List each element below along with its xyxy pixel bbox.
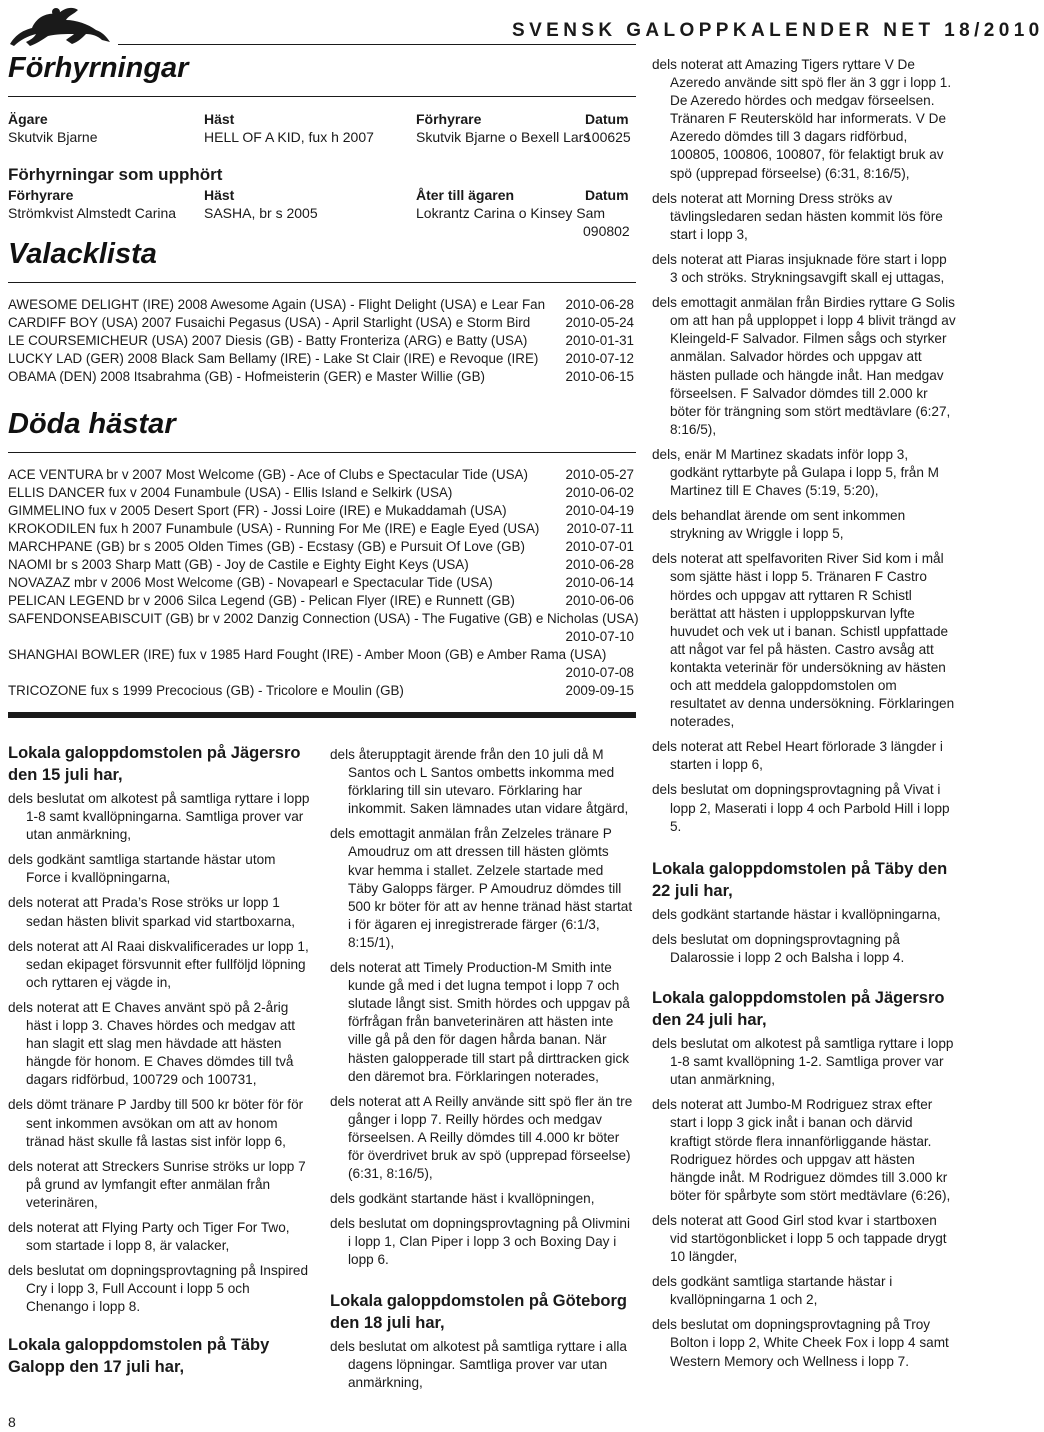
horse-and-jockey-logo-icon [6, 4, 116, 48]
court-heading-taby-17: Lokala galoppdomstolen på Täby Galopp den 17 juli har, [8, 1336, 270, 1377]
ended-header-horse: Häst [204, 187, 235, 203]
geldings-title: Valacklista [8, 238, 157, 270]
decision-item: dels beslutat om dopningsprovtagning på Vivat i lopp 2, Maserati i lopp 4 och Parbold Hill i lopp 5. [652, 782, 950, 834]
lease-date: 100625 [584, 129, 631, 145]
lease-header-horse: Häst [204, 111, 235, 127]
decision-item: dels beslutat om dopningsprovtagning på Troy Bolton i lopp 2, White Cheek Fox i lopp 4 samt Western Memory och Wellness i lopp 7. [652, 1317, 949, 1369]
decision-item: dels beslutat om dopningsprovtagning på Olivmini i lopp 1, Clan Piper i lopp 3 och Boxing Day i lopp 6. [330, 1216, 630, 1268]
column-1 [8, 742, 314, 1382]
decision-item: dels godkänt startande häst i kvallöpningen, [330, 1191, 595, 1207]
decision-item: dels noterat att Prada’s Rose ströks ur lopp 1 sedan hästen blivit sparkad vid startboxarna, [8, 895, 296, 929]
lease-header-owner: Ägare [8, 111, 48, 127]
decision-item: dels noterat att Rebel Heart förlorade 3 längder i starten i lopp 6, [652, 739, 943, 773]
decision-item: dels, enär M Martinez skadats inför lopp 3, godkänt ryttarbyte på Gulapa i lopp 5, från M Martinez till E Chaves (5:19, 5:20), [652, 446, 940, 499]
ended-horse: SASHA, br s 2005 [204, 205, 318, 221]
ended-header-date: Datum [585, 187, 629, 203]
decision-item: dels godkänt samtliga startande hästar utom Force i kvallöpningarna, [8, 852, 276, 886]
decision-item: dels noterat att spelfavoriten River Sid kom i mål som sjätte häst i lopp 5. Tränaren F Castro hördes och uppgav att ryttaren R Schistl berättat att hästen i upploppskurvan lyfte huvudet och vek ut i banan. Schistl uppfattade att något var fel på hästen. Castro avsåg att kontakta veterinär för undersökning av hästen och att meddela galoppdomstolen om resultatet av denna undersökning. Förklaringen noterades, [652, 551, 955, 730]
decision-item: dels noterat att Amazing Tigers ryttare V De Azeredo använde sitt spö fler än 3 ggr i lopp 1. De Azeredo hördes och medgav förseelsen. Tränaren F Reutersköld har informerats. V De Azeredo dömdes till 3 dagars ridförbud, 100805, 100806, 100807, för felaktigt bruk av spö (upprepad förseelse) (6:31, 8:16/5), [652, 57, 952, 181]
decision-item: dels noterat att Al Raai diskvalificerades ur lopp 1, sedan ekipaget försvunnit efter fullföljd löpning och ryttaren ej vägde in, [8, 938, 309, 990]
lease-owner: Skutvik Bjarne [8, 129, 98, 145]
decision-item: dels emottagit anmälan från Zelzeles tränare P Amoudruz om att dressen till hästen glömts kvar hemma i stallet. Zelzele startade med Täby Galopps färger. P Amoudruz dömdes till 500 kr böter för att av henne tränad häst startat i för ägaren ej inregistrerade färger (6:1/3, 8:15/1), [330, 826, 633, 950]
dead-horse-item: GIMMELINO fux v 2005 Desert Sport (FR) - Jossi Loire (IRE) e Mukaddamah (USA) 2010-04-19 [8, 503, 634, 518]
court-heading-jagersro-24: Lokala galoppdomstolen på Jägersro den 24 juli har, [652, 989, 945, 1030]
decision-item: dels noterat att Flying Party och Tiger For Two, som startade i lopp 8, är valacker, [8, 1219, 290, 1254]
decision-item: dels beslutat om dopningsprovtagning på Inspired Cry i lopp 3, Full Account i lopp 5 och Chenango i lopp 8. [8, 1263, 309, 1315]
dead-horse-item: SHANGHAI BOWLER (IRE) fux v 1985 Hard Fought (IRE) - Amber Moon (GB) e Amber Rama (USA) 2010-07-08 [8, 647, 634, 680]
decision-item: dels noterat att Morning Dress ströks av tävlingsledaren sedan hästen kommit lös före start i lopp 3, [652, 190, 943, 242]
decision-item: dels noterat att E Chaves använt spö på 2-årig häst i lopp 3. Chaves hördes och medgav att han slagit ett slag men hävdade att hästen hängde för honom. E Chaves dömdes till två dagars ridförbud, 100729 och 100731, [8, 999, 296, 1088]
gelding-item: CARDIFF BOY (USA) 2007 Fusaichi Pegasus (USA) - April Starlight (USA) e Storm Bird 2010-05-24 [8, 315, 634, 330]
lease-horse: HELL OF A KID, fux h 2007 [204, 129, 374, 145]
decision-item: dels emottagit anmälan från Birdies ryttare G Solis om att han på upploppet i lopp 4 blivit trängd av Kleingeld-F Salvador. Filmen sågs och styrker anmälan. Salvador hördes och uppgav att hästen pullade och hängde inåt. Han medgav förseelsen. F Salvador dömdes till 2.000 kr böter för trängning som stört medtävlare (6:27, 8:16/5), [652, 295, 956, 437]
decision-item: dels beslutat om alkotest på samtliga ryttare i lopp 1-8 samt kvallöpning 1-2. Samtliga prover var utan anmärkning, [652, 1036, 954, 1088]
decision-item: dels beslutat om dopningsprovtagning på Dalarossie i lopp 2 och Balsha i lopp 4. [652, 931, 905, 965]
column-2 [330, 746, 636, 1399]
dead-horses-title: Döda hästar [8, 408, 176, 440]
lease-header-lessee: Förhyrare [416, 111, 482, 127]
decision-item: dels godkänt samtliga startande hästar i kvallöpningarna 1 och 2, [652, 1274, 893, 1308]
decision-item: dels dömt tränare P Jardby till 500 kr böter för för sent inkommen avsökan om att av honom tränad häst skulle få lastas sist inför lopp 6, [8, 1097, 304, 1149]
ended-returned: Lokrantz Carina o Kinsey Sam [416, 205, 606, 221]
decision-item: dels noterat att A Reilly använde sitt spö fler än tre gånger i lopp 7. Reilly hördes och medgav förseelsen. A Reilly dömdes till 4.000 kr böter för överdrivet bruk av spö (upprepad förseelse) (6:31, 8:16/5), [330, 1093, 633, 1182]
court-heading-jagersro-15: Lokala galoppdomstolen på Jägersro den 15 juli har, [8, 744, 301, 784]
decision-item: dels behandlat ärende om sent inkommen strykning av Wriggle i lopp 5, [652, 508, 906, 542]
dead-horse-item: NOVAZAZ mbr v 2006 Most Welcome (GB) - Novapearl e Spectacular Tide (USA) 2010-06-14 [8, 575, 634, 590]
court-heading-taby-22: Lokala galoppdomstolen på Täby den 22 juli har, [652, 859, 948, 900]
decision-item: dels beslutat om alkotest på samtliga ryttare i lopp 1-8 samt kvallöpningarna. Samtliga prover var utan anmärkning, [8, 791, 310, 843]
dead-horse-item: ACE VENTURA br v 2007 Most Welcome (GB) - Ace of Clubs e Spectacular Tide (USA) 2010-05-27 [8, 467, 634, 482]
decision-item: dels återupptagit ärende från den 10 juli då M Santos och L Santos ombetts inkomma med förklaring till sin utevaro. Förklaring har inkommit. Saken lämnades utan vidare åtgärd, [330, 747, 629, 817]
court-heading-goteborg-18: Lokala galoppdomstolen på Göteborg den 18 juli har, [330, 1291, 628, 1332]
column-3 [652, 56, 956, 1378]
leases-title: Förhyrningar [8, 52, 189, 84]
dead-horses-rule [8, 452, 636, 453]
dead-horse-item: ELLIS DANCER fux v 2004 Funambule (USA) - Ellis Island e Selkirk (USA) 2010-06-02 [8, 485, 634, 500]
dead-horse-item: PELICAN LEGEND br v 2006 Silca Legend (GB) - Pelican Flyer (IRE) e Runnett (GB) 2010-06-06 [8, 593, 634, 608]
decision-item: dels noterat att Timely Production-M Smith inte kunde gå med i det lugna tempot i lopp 7 och slutade långt sist. Smith hördes och uppgav på förfrågan från banveterinären att hästen inte ville gå på den för dagen hårda banan. När hästen galopperade till start på dirttracken gick den däremot bra. Förklaringen noterades, [330, 960, 630, 1084]
geldings-rule [8, 282, 636, 283]
lease-lessee: Skutvik Bjarne o Bexell Lars [416, 129, 591, 145]
dead-horse-item: SAFENDONSEABISCUIT (GB) br v 2002 Danzig Connection (USA) - The Fugative (GB) e Nicholas (USA) 2010-07-10 [8, 611, 639, 644]
gelding-item: OBAMA (DEN) 2008 Itsabrahma (GB) - Hofmeisterin (GER) e Master Willie (GB) 2010-06-15 [8, 369, 634, 384]
decision-item: dels godkänt startande hästar i kvallöpningarna, [652, 906, 941, 922]
decision-item: dels noterat att Good Girl stod kvar i startboxen vid startögonblicket i lopp 5 och tappade drygt 10 längder, [652, 1212, 947, 1265]
gelding-item: LE COURSEMICHEUR (USA) 2007 Diesis (GB) - Batty Fronteriza (ARG) e Batty (USA) 2010-01-31 [8, 333, 634, 348]
dead-horse-item: NAOMI br s 2003 Sharp Matt (GB) - Joy de Castile e Eighty Eight Keys (USA) 2010-06-28 [8, 557, 634, 572]
ended-date: 090802 [583, 223, 630, 239]
header-rule [118, 44, 636, 45]
page-number: 8 [8, 1414, 16, 1430]
decision-item: dels noterat att Streckers Sunrise ströks ur lopp 7 på grund av lymfangit efter anmälan från veterinären, [8, 1158, 306, 1210]
section-divider [8, 712, 636, 718]
dead-horse-item: KROKODILEN fux h 2007 Funambule (USA) - Running For Me (IRE) e Eagle Eyed (USA) 2010-07-11 [8, 521, 634, 536]
leases-rule [8, 96, 636, 97]
ended-lessee: Strömkvist Almstedt Carina [8, 205, 177, 221]
decision-item: dels noterat att Piaras insjuknade före start i lopp 3 och ströks. Strykningsavgift skall ej uttagas, [652, 251, 947, 286]
dead-horse-item: MARCHPANE (GB) br s 2005 Olden Times (GB) - Ecstasy (GB) e Pursuit Of Love (GB) 2010-07-01 [8, 539, 634, 554]
decision-item: dels beslutat om alkotest på samtliga ryttare i alla dagens löpningar. Samtliga prover var utan anmärkning, [330, 1338, 627, 1390]
gelding-item: LUCKY LAD (GER) 2008 Black Sam Bellamy (IRE) - Lake St Clair (IRE) e Revoque (IRE) 2010-07-12 [8, 351, 634, 366]
ended-header-lessee: Förhyrare [8, 187, 74, 203]
dead-horse-item: TRICOZONE fux s 1999 Precocious (GB) - Tricolore e Moulin (GB) 2009-09-15 [8, 683, 634, 698]
ended-header-returned: Åter till ägaren [416, 187, 515, 203]
lease-header-date: Datum [585, 111, 629, 127]
magazine-title: SVENSK GALOPPKALENDER NET 18/2010 [512, 20, 1044, 41]
decision-item: dels noterat att Jumbo-M Rodriguez strax efter start i lopp 3 gick inåt i banan och därvid kraftigt störde flera innanförliggande hästar. Rodriguez hördes och uppgav att hästen hängde inåt. M Rodriguez dömdes till 3.000 kr böter för spårbyte som stört medtävlare (6:26), [652, 1097, 951, 1203]
gelding-item: AWESOME DELIGHT (IRE) 2008 Awesome Again (USA) - Flight Delight (USA) e Lear Fan 2010-06-28 [8, 297, 634, 312]
leases-ended-title: Förhyrningar som upphört [8, 165, 223, 184]
